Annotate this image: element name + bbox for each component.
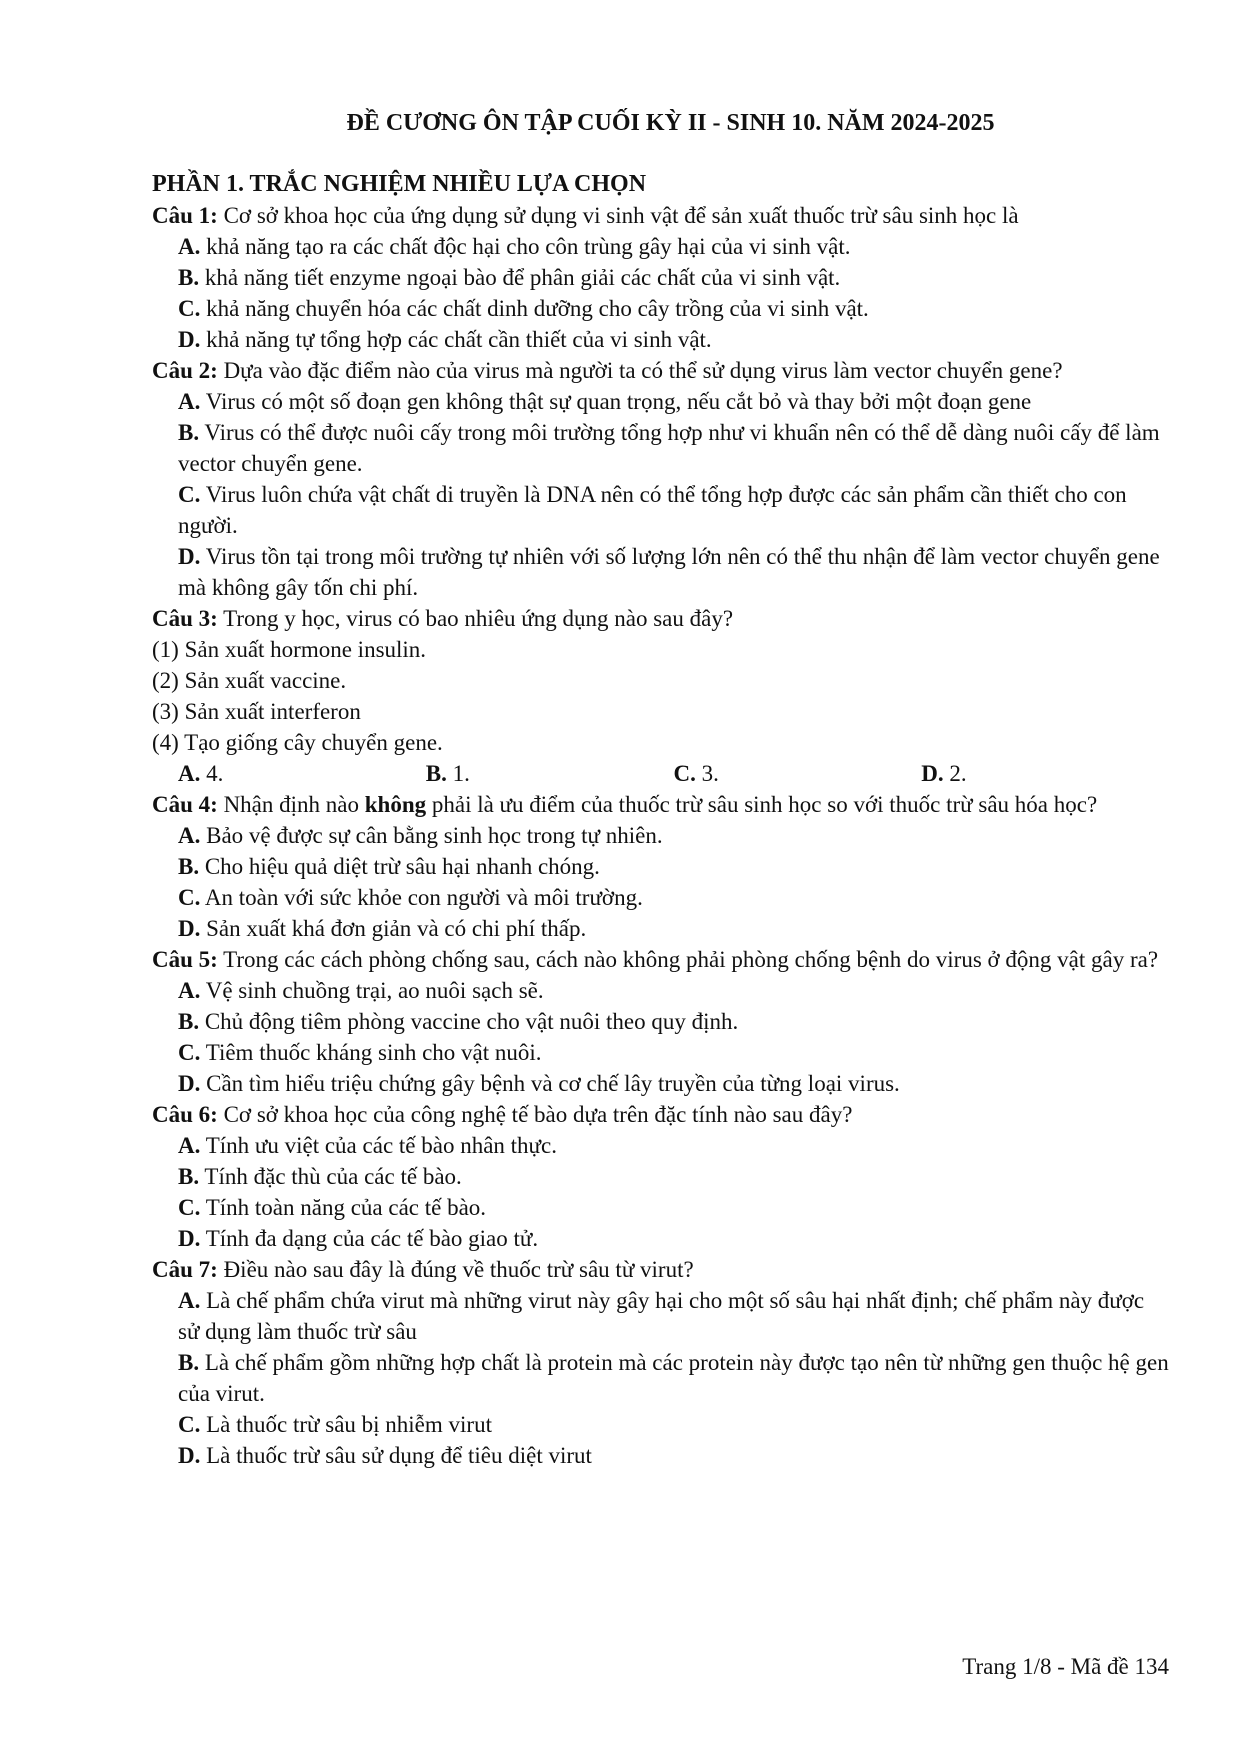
statement-item: (2) Sản xuất vaccine. xyxy=(152,668,347,693)
option-a xyxy=(178,758,426,789)
option-a xyxy=(152,1130,1169,1161)
option-d xyxy=(921,758,1169,789)
option-text: Vệ sinh chuồng trại, ao nuôi sạch sẽ. xyxy=(200,978,544,1003)
option-letter: A. xyxy=(178,234,201,259)
option-letter: A. xyxy=(178,1133,201,1158)
option-text: Bảo vệ được sự cân bằng sinh học trong tự nhiên. xyxy=(200,823,663,848)
option-b xyxy=(426,758,674,789)
option-text: 2. xyxy=(943,761,967,786)
option-letter: C. xyxy=(178,1040,201,1065)
question-text: Cơ sở khoa học của công nghệ tế bào dựa trên đặc tính nào sau đây? xyxy=(217,1102,853,1127)
statement-item: (3) Sản xuất interferon xyxy=(152,699,361,724)
option-text: Virus có thể được nuôi cấy trong môi trường tổng hợp như vi khuẩn nên có thể dễ dàng nuôi cấy để làm vector chuyển gene. xyxy=(178,420,1160,476)
option-text: khả năng tạo ra các chất độc hại cho côn trùng gây hại của vi sinh vật. xyxy=(200,234,851,259)
option-c xyxy=(152,1037,1169,1068)
section-heading: PHẦN 1. TRẮC NGHIỆM NHIỀU LỰA CHỌN xyxy=(152,171,647,197)
option-text: Là thuốc trừ sâu bị nhiễm virut xyxy=(200,1412,492,1437)
option-text: Là chế phẩm chứa virut mà những virut này gây hại cho một số sâu hại nhất định; chế phẩm này được sử dụng làm thuốc trừ sâu xyxy=(178,1288,1145,1344)
option-a xyxy=(152,231,1169,262)
option-c xyxy=(674,758,922,789)
question-label: Câu 1: xyxy=(152,203,218,228)
option-a xyxy=(152,820,1169,851)
inline-options xyxy=(152,758,1169,789)
option-b xyxy=(152,1006,1169,1037)
question-label: Câu 3: xyxy=(152,606,218,631)
question-label: Câu 2: xyxy=(152,358,218,383)
option-letter: C. xyxy=(178,296,201,321)
option-letter: D. xyxy=(178,327,201,352)
page-footer: Trang 1/8 - Mã đề 134 xyxy=(962,1654,1169,1679)
option-text: Tính ưu việt của các tế bào nhân thực. xyxy=(200,1133,557,1158)
option-c xyxy=(152,293,1169,324)
option-letter: C. xyxy=(178,1412,201,1437)
question-label: Câu 5: xyxy=(152,947,218,972)
option-text: Tiêm thuốc kháng sinh cho vật nuôi. xyxy=(200,1040,542,1065)
option-a xyxy=(152,386,1169,417)
question-text: phải là ưu điểm của thuốc trừ sâu sinh học so với thuốc trừ sâu hóa học? xyxy=(426,792,1098,817)
option-letter: B. xyxy=(178,1164,200,1189)
option-text: 3. xyxy=(695,761,719,786)
option-letter: D. xyxy=(178,916,201,941)
option-letter: C. xyxy=(178,482,201,507)
option-text: Virus luôn chứa vật chất di truyền là DNA nên có thể tổng hợp được các sản phẩm cần thiết cho con người. xyxy=(178,482,1127,538)
option-d xyxy=(152,913,1169,944)
statement-item: (1) Sản xuất hormone insulin. xyxy=(152,637,427,662)
question-2 xyxy=(152,355,1169,386)
option-b xyxy=(152,1347,1169,1409)
question-label: Câu 4: xyxy=(152,792,218,817)
option-text: An toàn với sức khỏe con người và môi trường. xyxy=(200,885,643,910)
option-b xyxy=(152,1161,1169,1192)
option-letter: A. xyxy=(178,761,201,786)
option-letter: B. xyxy=(178,1009,200,1034)
option-c xyxy=(152,1192,1169,1223)
option-text: khả năng tiết enzyme ngoại bào để phân giải các chất của vi sinh vật. xyxy=(199,265,841,290)
document-title: ĐỀ CƯƠNG ÔN TẬP CUỐI KỲ II - SINH 10. NĂM 2024-2025 xyxy=(346,110,995,136)
question-3 xyxy=(152,603,1169,634)
question-label: Câu 6: xyxy=(152,1102,218,1127)
question-6 xyxy=(152,1099,1169,1130)
option-d xyxy=(152,1223,1169,1254)
option-text: Virus có một số đoạn gen không thật sự quan trọng, nếu cắt bỏ và thay bởi một đoạn gene xyxy=(200,389,1032,414)
option-letter: A. xyxy=(178,823,201,848)
option-letter: C. xyxy=(178,1195,201,1220)
option-text: Tính đặc thù của các tế bào. xyxy=(199,1164,462,1189)
option-b xyxy=(152,262,1169,293)
option-letter: D. xyxy=(178,1226,201,1251)
option-letter: C. xyxy=(178,885,201,910)
option-text: khả năng chuyển hóa các chất dinh dưỡng cho cây trồng của vi sinh vật. xyxy=(200,296,869,321)
option-c xyxy=(152,882,1169,913)
question-text: Điều nào sau đây là đúng về thuốc trừ sâu từ virut? xyxy=(217,1257,694,1282)
option-text: Virus tồn tại trong môi trường tự nhiên với số lượng lớn nên có thể thu nhận để làm vector chuyển gene mà không gây tốn chi phí. xyxy=(178,544,1160,600)
question-5 xyxy=(152,944,1169,975)
option-text: Tính đa dạng của các tế bào giao tử. xyxy=(200,1226,539,1251)
question-7 xyxy=(152,1254,1169,1285)
question-text: Dựa vào đặc điểm nào của virus mà người ta có thể sử dụng virus làm vector chuyển gene? xyxy=(217,358,1063,383)
option-letter: A. xyxy=(178,978,201,1003)
option-letter: C. xyxy=(673,761,696,786)
statement-item: (4) Tạo giống cây chuyển gene. xyxy=(152,730,443,755)
option-letter: B. xyxy=(178,420,200,445)
option-a xyxy=(152,1285,1169,1347)
question-emphasis: không xyxy=(364,792,427,817)
question-text: Cơ sở khoa học của ứng dụng sử dụng vi sinh vật để sản xuất thuốc trừ sâu sinh học là xyxy=(217,203,1019,228)
question-text: Nhận định nào xyxy=(217,792,365,817)
question-4 xyxy=(152,789,1169,820)
option-text: Là chế phẩm gồm những hợp chất là protein mà các protein này được tạo nên từ những gen thuộc hệ gen của virut. xyxy=(178,1350,1169,1406)
option-letter: B. xyxy=(425,761,447,786)
option-d xyxy=(152,1440,1169,1471)
option-text: khả năng tự tổng hợp các chất cần thiết của vi sinh vật. xyxy=(200,327,712,352)
option-d xyxy=(152,541,1169,603)
option-text: 1. xyxy=(446,761,470,786)
option-letter: B. xyxy=(178,1350,200,1375)
option-text: Cần tìm hiểu triệu chứng gây bệnh và cơ chế lây truyền của từng loại virus. xyxy=(200,1071,900,1096)
option-d xyxy=(152,324,1169,355)
option-text: Sản xuất khá đơn giản và có chi phí thấp. xyxy=(200,916,587,941)
option-letter: D. xyxy=(178,1071,201,1096)
option-letter: D. xyxy=(178,1443,201,1468)
option-text: Là thuốc trừ sâu sử dụng để tiêu diệt virut xyxy=(200,1443,592,1468)
option-letter: B. xyxy=(178,854,200,879)
option-letter: B. xyxy=(178,265,200,290)
question-label: Câu 7: xyxy=(152,1257,218,1282)
option-text: Cho hiệu quả diệt trừ sâu hại nhanh chóng. xyxy=(199,854,600,879)
option-b xyxy=(152,851,1169,882)
option-b xyxy=(152,417,1169,479)
option-letter: D. xyxy=(921,761,944,786)
question-text: Trong y học, virus có bao nhiêu ứng dụng nào sau đây? xyxy=(217,606,734,631)
option-d xyxy=(152,1068,1169,1099)
option-text: 4. xyxy=(200,761,224,786)
option-letter: A. xyxy=(178,389,201,414)
option-a xyxy=(152,975,1169,1006)
question-1 xyxy=(152,200,1169,231)
option-c xyxy=(152,1409,1169,1440)
option-c xyxy=(152,479,1169,541)
option-letter: A. xyxy=(178,1288,201,1313)
option-text: Chủ động tiêm phòng vaccine cho vật nuôi theo quy định. xyxy=(199,1009,739,1034)
question-text: Trong các cách phòng chống sau, cách nào không phải phòng chống bệnh do virus ở động vật gây ra? xyxy=(217,947,1159,972)
option-text: Tính toàn năng của các tế bào. xyxy=(200,1195,487,1220)
option-letter: D. xyxy=(178,544,201,569)
